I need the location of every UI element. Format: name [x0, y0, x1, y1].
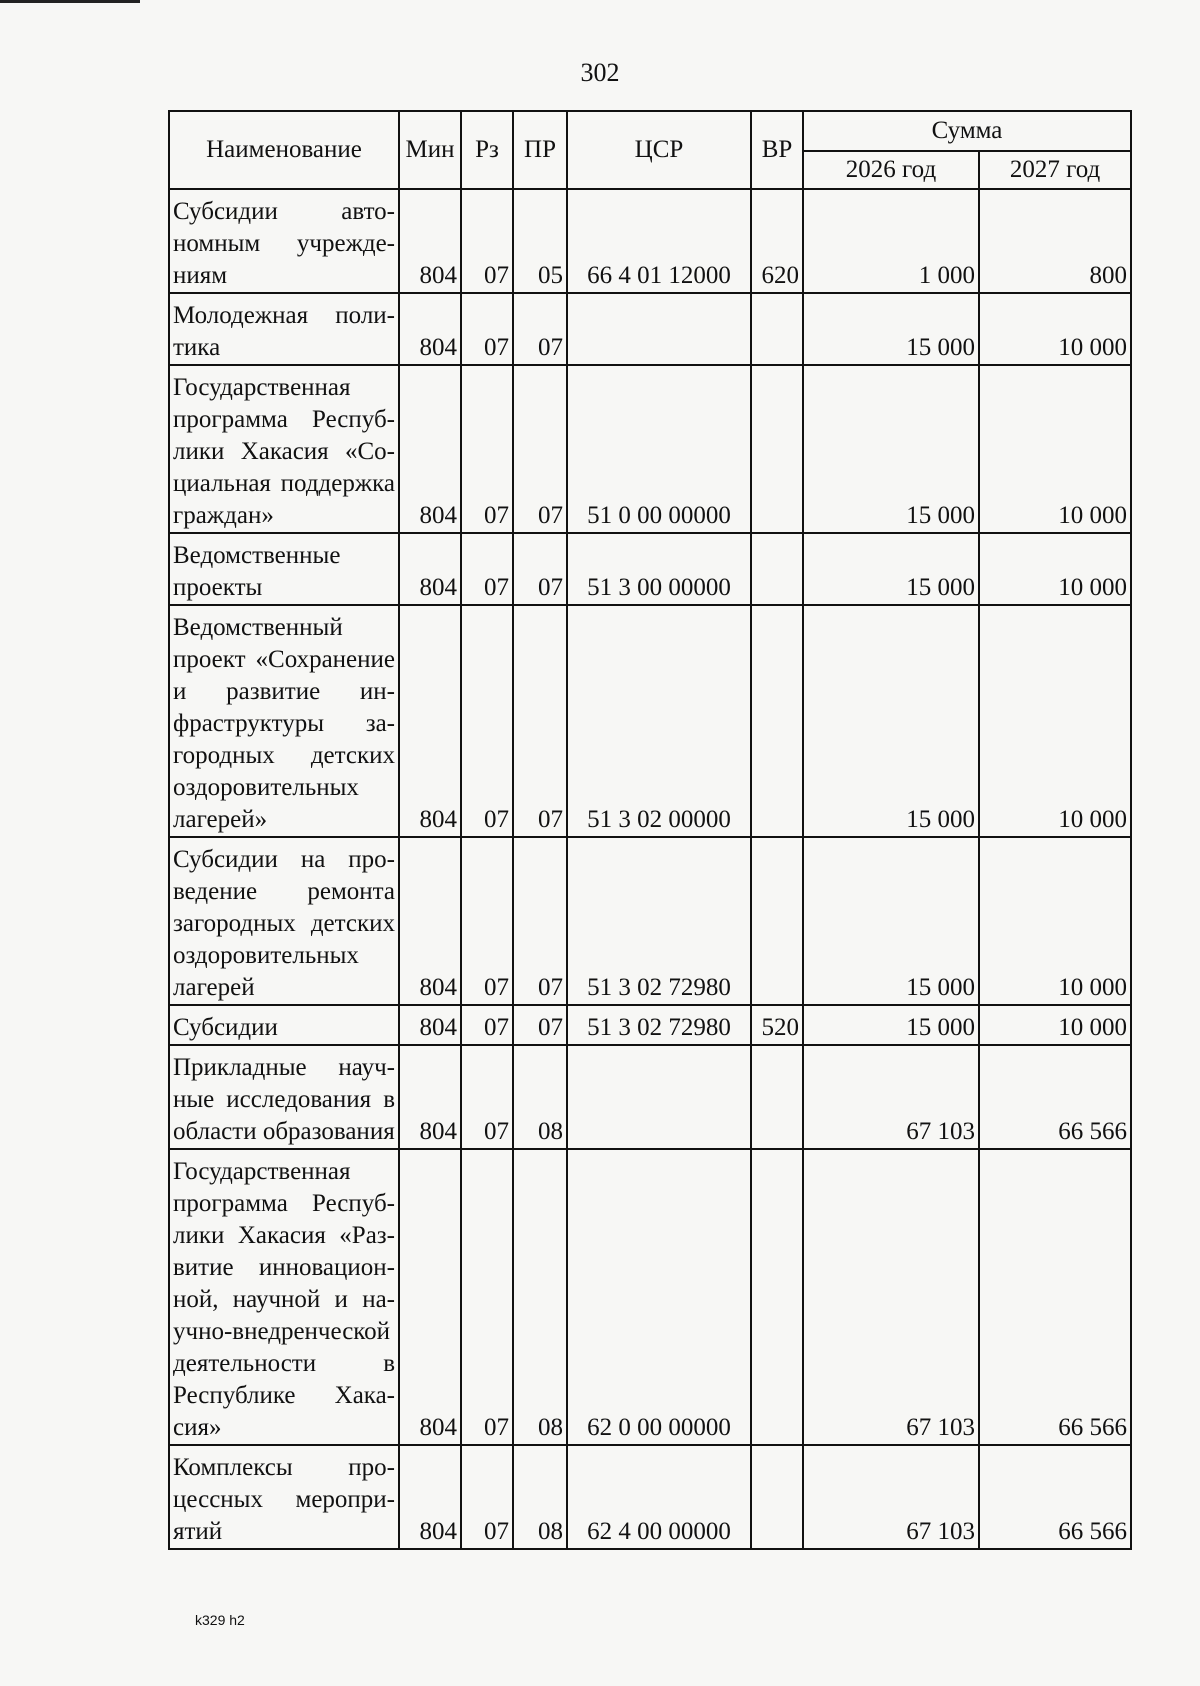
header-csr: ЦСР	[567, 111, 751, 189]
cell-csr: 62 4 00 00000	[567, 1445, 751, 1549]
cell-vr	[751, 605, 803, 837]
cell-name: Субсидии автономным учреждениям	[169, 189, 399, 293]
cell-y2027: 66 566	[979, 1045, 1131, 1149]
table-row	[169, 1005, 1131, 1045]
cell-min: 804	[399, 1045, 461, 1149]
cell-vr	[751, 1045, 803, 1149]
cell-pr: 07	[513, 605, 567, 837]
cell-y2027: 800	[979, 189, 1131, 293]
cell-y2027: 10 000	[979, 533, 1131, 605]
cell-y2027: 10 000	[979, 605, 1131, 837]
cell-rz: 07	[461, 1005, 513, 1045]
cell-vr	[751, 1445, 803, 1549]
cell-name: Комплексы процессных мероприятий	[169, 1445, 399, 1549]
cell-min: 804	[399, 1445, 461, 1549]
cell-rz: 07	[461, 837, 513, 1005]
cell-y2027: 10 000	[979, 365, 1131, 533]
cell-name: Ведомственный проект «Сохранение и развитие инфраструктуры загородных детских оздоровительных лагерей»	[169, 605, 399, 837]
cell-min: 804	[399, 837, 461, 1005]
cell-vr: 620	[751, 189, 803, 293]
header-rz: Рз	[461, 111, 513, 189]
table-row	[169, 837, 1131, 1005]
table-row	[169, 293, 1131, 365]
header-year-2027: 2027 год	[979, 151, 1131, 189]
cell-y2027: 66 566	[979, 1149, 1131, 1445]
cell-y2026: 15 000	[803, 533, 979, 605]
cell-min: 804	[399, 1149, 461, 1445]
footer-document-code: k329 h2	[195, 1612, 245, 1628]
header-pr: ПР	[513, 111, 567, 189]
cell-rz: 07	[461, 1445, 513, 1549]
cell-y2027: 10 000	[979, 1005, 1131, 1045]
cell-y2026: 67 103	[803, 1045, 979, 1149]
cell-pr: 07	[513, 1005, 567, 1045]
table-row	[169, 1445, 1131, 1549]
header-name: Наименование	[169, 111, 399, 189]
cell-y2026: 15 000	[803, 837, 979, 1005]
cell-pr: 08	[513, 1445, 567, 1549]
budget-table	[168, 110, 1132, 1550]
cell-vr: 520	[751, 1005, 803, 1045]
cell-pr: 05	[513, 189, 567, 293]
header-vr: ВР	[751, 111, 803, 189]
cell-csr: 51 3 00 00000	[567, 533, 751, 605]
cell-name: Субсидии	[169, 1005, 399, 1045]
cell-vr	[751, 1149, 803, 1445]
cell-min: 804	[399, 293, 461, 365]
table-row	[169, 533, 1131, 605]
cell-y2026: 15 000	[803, 365, 979, 533]
cell-pr: 07	[513, 293, 567, 365]
table-row	[169, 365, 1131, 533]
cell-y2026: 15 000	[803, 1005, 979, 1045]
top-border-rule	[0, 0, 140, 3]
cell-min: 804	[399, 1005, 461, 1045]
cell-rz: 07	[461, 1149, 513, 1445]
table-body	[169, 189, 1131, 1549]
cell-min: 804	[399, 605, 461, 837]
cell-y2026: 15 000	[803, 293, 979, 365]
cell-csr	[567, 293, 751, 365]
cell-y2027: 66 566	[979, 1445, 1131, 1549]
cell-pr: 07	[513, 533, 567, 605]
cell-csr	[567, 1045, 751, 1149]
table-row	[169, 605, 1131, 837]
cell-rz: 07	[461, 1045, 513, 1149]
cell-y2026: 15 000	[803, 605, 979, 837]
cell-csr: 51 3 02 72980	[567, 837, 751, 1005]
cell-csr: 66 4 01 12000	[567, 189, 751, 293]
cell-y2027: 10 000	[979, 293, 1131, 365]
cell-csr: 51 3 02 72980	[567, 1005, 751, 1045]
cell-rz: 07	[461, 605, 513, 837]
table-header	[169, 111, 1131, 189]
cell-rz: 07	[461, 533, 513, 605]
cell-vr	[751, 533, 803, 605]
cell-y2026: 67 103	[803, 1445, 979, 1549]
cell-pr: 08	[513, 1045, 567, 1149]
cell-rz: 07	[461, 293, 513, 365]
cell-pr: 07	[513, 365, 567, 533]
table-row	[169, 189, 1131, 293]
header-sum: Сумма	[803, 111, 1131, 151]
page-number: 302	[580, 58, 620, 87]
cell-csr: 51 0 00 00000	[567, 365, 751, 533]
cell-name: Субсидии на проведение ремонта загородных детских оздоровительных лагерей	[169, 837, 399, 1005]
cell-min: 804	[399, 189, 461, 293]
cell-name: Молодежная политика	[169, 293, 399, 365]
cell-name: Ведомственные проекты	[169, 533, 399, 605]
cell-min: 804	[399, 533, 461, 605]
cell-csr: 51 3 02 00000	[567, 605, 751, 837]
cell-vr	[751, 293, 803, 365]
cell-pr: 07	[513, 837, 567, 1005]
cell-rz: 07	[461, 189, 513, 293]
table-row	[169, 1045, 1131, 1149]
cell-y2026: 1 000	[803, 189, 979, 293]
cell-name: Государственная программа Республики Хакасия «Социальная поддержка граждан»	[169, 365, 399, 533]
cell-y2027: 10 000	[979, 837, 1131, 1005]
cell-vr	[751, 837, 803, 1005]
cell-y2026: 67 103	[803, 1149, 979, 1445]
cell-rz: 07	[461, 365, 513, 533]
cell-name: Государственная программа Республики Хакасия «Развитие инновационной, научной и научно-внедренческой деятельности в Республике Хакасия»	[169, 1149, 399, 1445]
cell-pr: 08	[513, 1149, 567, 1445]
header-min: Мин	[399, 111, 461, 189]
header-year-2026: 2026 год	[803, 151, 979, 189]
cell-name: Прикладные научные исследования в области образования	[169, 1045, 399, 1149]
cell-min: 804	[399, 365, 461, 533]
table-row	[169, 1149, 1131, 1445]
cell-csr: 62 0 00 00000	[567, 1149, 751, 1445]
cell-vr	[751, 365, 803, 533]
